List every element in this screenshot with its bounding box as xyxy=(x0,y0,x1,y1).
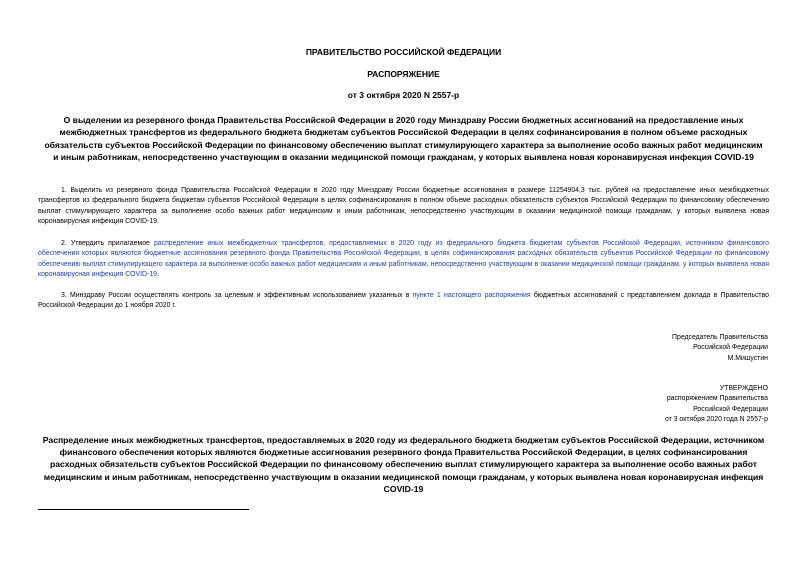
signature-line-1: Председатель Правительства xyxy=(672,334,768,341)
approval-line-4: от 3 октября 2020 года N 2557-р xyxy=(664,416,768,424)
distribution-title: Распределение иных межбюджетных трансфертов, предоставляемых в 2020 году из федерального бюджета бюджетам субъектов Российской Федерации, источником финансового обеспечения которых являются бюджетные ассигнования резервного фонда Правительства Российской Федерации, в целях софинансирования расходных обязательств субъектов Российской Федерации по финансовому обеспечению выплат стимулирующего характера за выполнение особо важных работ медицинским и иным работникам, непосредственно участвующим в оказании медицинской помощи гражданам, у которых выявлена новая коронавирусная инфекция COVID-19 xyxy=(42,435,765,494)
paragraph-3 xyxy=(38,291,769,312)
footnote-separator xyxy=(38,509,249,510)
paragraph-2-suffix: . xyxy=(156,271,159,279)
paragraph-3-prefix: 3. Минздраву России осуществлять контроль за целевым и эффективным использованием указанных в xyxy=(61,292,413,299)
paragraph-2 xyxy=(38,239,769,281)
date-number-heading: от 3 октября 2020 N 2557-р xyxy=(347,90,460,100)
signature-block xyxy=(672,333,768,364)
approval-line-1: УТВЕРЖДЕНО xyxy=(719,385,768,392)
distribution-link[interactable]: распределение иных межбюджетных трансфертов, предоставляемых в 2020 году из федерального бюджета бюджетам субъектов Российской Федерации, источником финансового обеспечения которых являются бюджетные ассигнования резервного фонда Правительства Российской Федерации, в целях софинансирования расходных обязательств субъектов Российской Федерации по финансовому обеспечению выплат стимулирующего характера за выполнение особо важных работ медицинским и иным работникам, непосредственно участвующим в оказании медицинской помощи гражданам, у которых выявлена новая коронавирусная инфекция COVID-19 xyxy=(38,240,770,279)
paragraph-2-prefix: 2. Утвердить прилагаемое xyxy=(61,240,154,247)
document-title: О выделении из резервного фонда Правительства Российской Федерации в 2020 году Минздраву России бюджетных ассигнований на предоставление иных межбюджетных трансфертов из федерального бюджета бюджетам субъектов Российской Федерации в целях софинансирования в полном объеме расходных обязательств субъектов Российской Федерации по финансовому обеспечению выплат стимулирующего характера за выполнение особо важных работ медицинским и иным работникам, непосредственно участвующим в оказании медицинской помощи гражданам, у которых выявлена новая коронавирусная инфекция COVID-19 xyxy=(44,115,763,162)
signature-line-2: Российской Федерации xyxy=(693,344,768,352)
paragraph-3-suffix: бюджетных ассигнований с представлением доклада в Правительство Российской Федерации до 1 ноября 2020 г. xyxy=(38,292,769,310)
approval-line-2: распоряжением Правительства xyxy=(666,395,768,403)
paragraph-1: 1. Выделить из резервного фонда Правительства Российской Федерации в 2020 году Минздраву России бюджетные ассигнования в размере 11254904,3 тыс. рублей на предоставление иных межбюджетных трансфертов из федерального бюджета бюджетам субъектов Российской Федерации в целях софинансирования в полном объеме расходных обязательств субъектов Российской Федерации по финансовому обеспечению выплат стимулирующего характера за выполнение особо важных работ медицинским и иным работникам, непосредственно участвующим в оказании медицинской помощи гражданам, у которых выявлена новая коронавирусная инфекция COVID-19. xyxy=(38,187,769,226)
point-1-link[interactable]: пункте 1 настоящего распоряжения xyxy=(412,292,531,299)
signature-line-3: М.Мишустин xyxy=(727,354,768,362)
government-heading: ПРАВИТЕЛЬСТВО РОССИЙСКОЙ ФЕДЕРАЦИИ xyxy=(305,47,502,57)
approval-line-3: Российской Федерации xyxy=(693,405,768,413)
doc-type-heading: РАСПОРЯЖЕНИЕ xyxy=(367,69,440,79)
approval-block xyxy=(665,384,768,426)
